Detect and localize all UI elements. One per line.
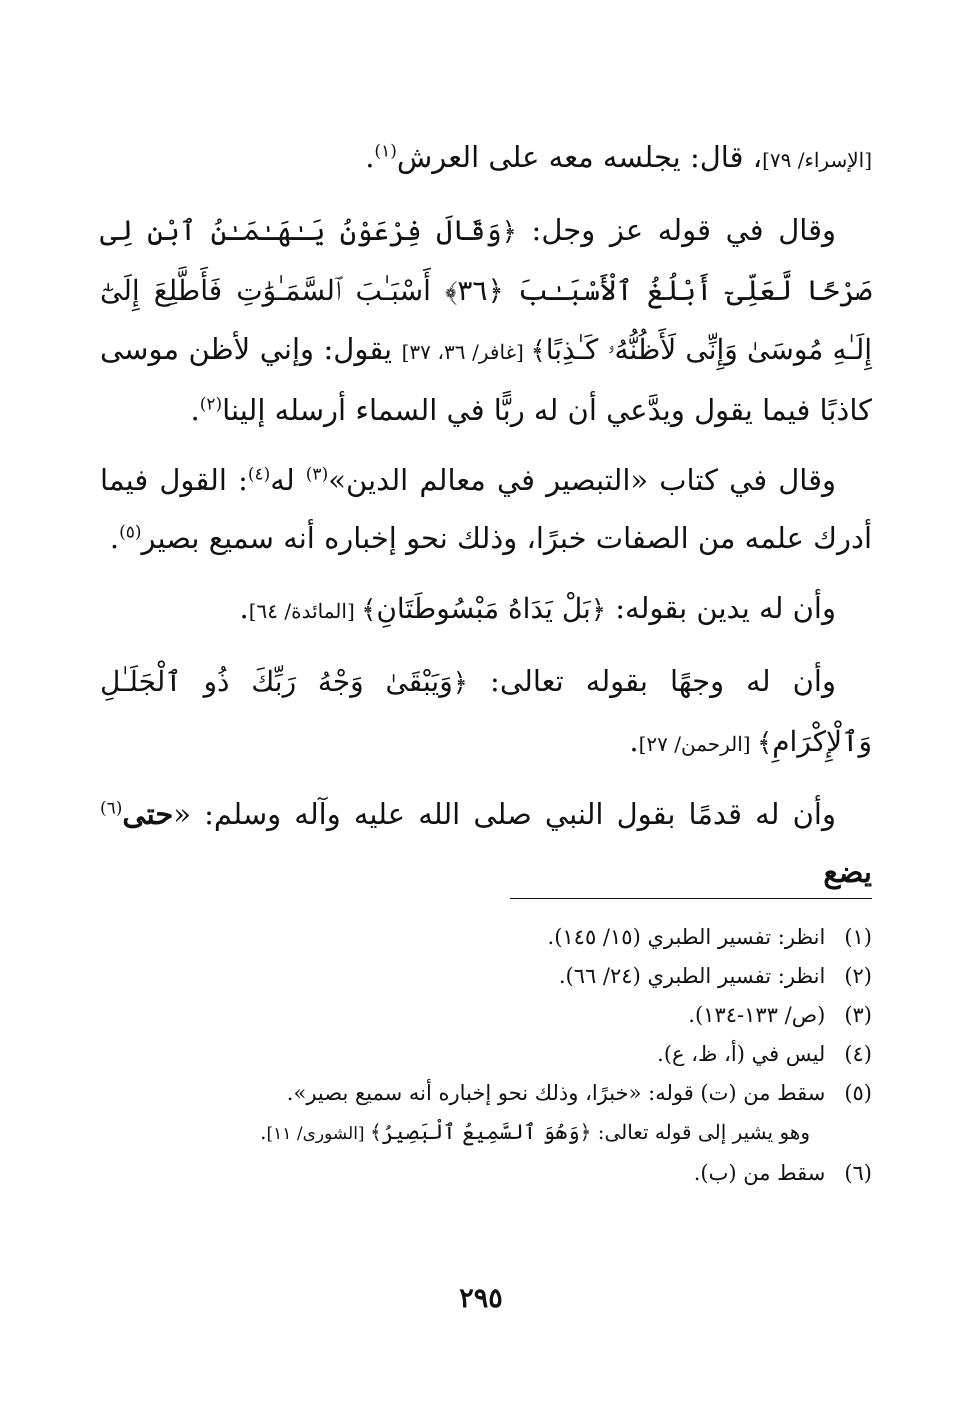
paragraph-text: وقال في كتاب «التبصير في معالم الدين» bbox=[328, 463, 836, 497]
paragraph-5 bbox=[100, 652, 872, 773]
footnote-number: (٥) bbox=[844, 1081, 872, 1105]
footnote-marker[interactable]: (٦) bbox=[100, 798, 123, 819]
footnote-5 bbox=[180, 1074, 872, 1113]
footnote-number: (١) bbox=[844, 925, 872, 949]
quran-verse: بَلْ يَدَاهُ مَبْسُوطَتَانِ bbox=[376, 592, 591, 625]
verse-reference: [الإسراء/ ٧٩] bbox=[762, 148, 872, 172]
paragraph-text: ، قال: يجلسه معه على العرش bbox=[396, 140, 763, 174]
ornate-bracket-open-icon: ﴿ bbox=[452, 668, 468, 698]
footnotes bbox=[180, 918, 872, 1193]
footnote-text: سقط من (ت) قوله: «خبرًا، وذلك نحو إخباره أنه سميع بصير». bbox=[286, 1081, 826, 1105]
verse-reference: [المائدة/ ٦٤] bbox=[248, 599, 362, 623]
footnote-text: وهو يشير إلى قوله تعالى: bbox=[591, 1120, 810, 1144]
paragraph-text: وأن له قدمًا بقول النبي صلى الله عليه وآله وسلم: « bbox=[173, 797, 836, 831]
punctuation: . bbox=[190, 393, 200, 427]
quran-verse: وَيَبْقَىٰ وَجْهُ رَبِّكَ ذُو ٱلْجَلَـٰلِ وَٱلْإِكْرَامِ bbox=[100, 665, 872, 758]
ornate-bracket-close-icon: ﴾ bbox=[756, 728, 773, 758]
ornate-bracket-close-icon: ﴾ bbox=[530, 336, 546, 366]
footnote-3 bbox=[180, 996, 872, 1035]
footnote-text: سقط من (ب). bbox=[693, 1161, 826, 1185]
page-number: ٢٩٥ bbox=[459, 1283, 503, 1314]
main-text bbox=[100, 128, 872, 913]
footnote-number: (٣) bbox=[844, 1003, 872, 1027]
footnote-4 bbox=[180, 1035, 872, 1074]
footnote-number: (٦) bbox=[844, 1161, 872, 1185]
paragraph-intro: وأن له وجهًا بقوله تعالى: bbox=[467, 664, 836, 698]
punctuation: . bbox=[365, 140, 375, 174]
ornate-bracket-close-icon: ﴾ bbox=[369, 1120, 382, 1144]
ornate-bracket-close-icon: ﴾ bbox=[361, 595, 377, 625]
hadith-quote: يضع bbox=[823, 855, 872, 889]
footnote-marker[interactable]: (٥) bbox=[119, 522, 142, 543]
paragraph-text: له bbox=[270, 463, 306, 497]
footnote-marker[interactable]: (٤) bbox=[247, 464, 271, 485]
paragraph-intro: وأن له يدين بقوله: bbox=[606, 591, 836, 625]
punctuation: . bbox=[109, 521, 120, 555]
ornate-bracket-open-icon: ﴿ bbox=[590, 595, 607, 625]
footnote-separator bbox=[510, 898, 872, 899]
verse-reference: [الرحمن/ ٢٧] bbox=[638, 732, 757, 756]
paragraph-1 bbox=[100, 128, 872, 189]
paragraph-3 bbox=[100, 451, 872, 567]
footnote-5-continuation bbox=[180, 1113, 872, 1154]
footnote-6 bbox=[180, 1154, 872, 1193]
ornate-bracket-open-icon: ﴿ bbox=[579, 1120, 592, 1144]
paragraph-2 bbox=[100, 201, 872, 439]
paragraph-text: : القول فيما أدرك علمه من الصفات خبرًا، وذلك نحو إخباره أنه سميع بصير bbox=[100, 463, 872, 555]
footnote-text: انظر: تفسير الطبري (٢٤/ ٦٦). bbox=[558, 964, 826, 988]
footnote-1 bbox=[180, 918, 872, 957]
footnote-text: ليس في (أ، ظ، ع). bbox=[657, 1042, 826, 1066]
paragraph-4 bbox=[100, 579, 872, 640]
paragraph-intro: وقال في قوله عز وجل: bbox=[516, 213, 836, 247]
footnote-text: (ص/ ١٣٣-١٣٤). bbox=[688, 1003, 826, 1027]
punctuation: . bbox=[260, 1120, 267, 1144]
footnote-text: انظر: تفسير الطبري (١٥/ ١٤٥). bbox=[547, 925, 826, 949]
verse-reference: [الشورى/ ١١] bbox=[266, 1124, 370, 1144]
verse-reference: [غافر/ ٣٦، ٣٧] bbox=[401, 340, 531, 364]
paragraph-6 bbox=[100, 785, 872, 901]
footnote-2 bbox=[180, 957, 872, 996]
punctuation: . bbox=[629, 724, 639, 758]
punctuation: . bbox=[239, 591, 249, 625]
footnote-number: (٢) bbox=[844, 964, 872, 988]
footnote-marker[interactable]: (١) bbox=[374, 141, 397, 162]
footnote-marker[interactable]: (٢) bbox=[199, 394, 223, 415]
footnote-number: (٤) bbox=[844, 1042, 872, 1066]
paragraph-text: يقول: وإني لأظن موسى كاذبًا فيما يقول ويدَّعي أن له ربًّا في السماء أرسله إلينا bbox=[100, 332, 872, 427]
footnote-marker[interactable]: (٣) bbox=[305, 464, 329, 485]
quran-verse: وَقَالَ فِرْعَوْنُ يَـٰهَـٰمَـٰنُ ٱبْنِ لِى صَرْحًا لَّعَلِّىٓ أَبْلُغُ ٱلْأَسْبَـٰبَ ﴿٣٦﴾ أَسْبَـٰبَ ٱلسَّمَـٰوَٰتِ فَأَطَّلِعَ إِلَىٰٓ إِلَـٰهِ مُوسَىٰ وَإِنِّى لَأَظُنُّهُۥ كَـٰذِبًا bbox=[100, 214, 873, 366]
quran-verse: وَهُوَ ٱلسَّمِيعُ ٱلْبَصِيرُ bbox=[381, 1120, 580, 1144]
ornate-bracket-open-icon: ﴿ bbox=[501, 217, 517, 247]
hadith-quote: حتى bbox=[122, 797, 174, 831]
